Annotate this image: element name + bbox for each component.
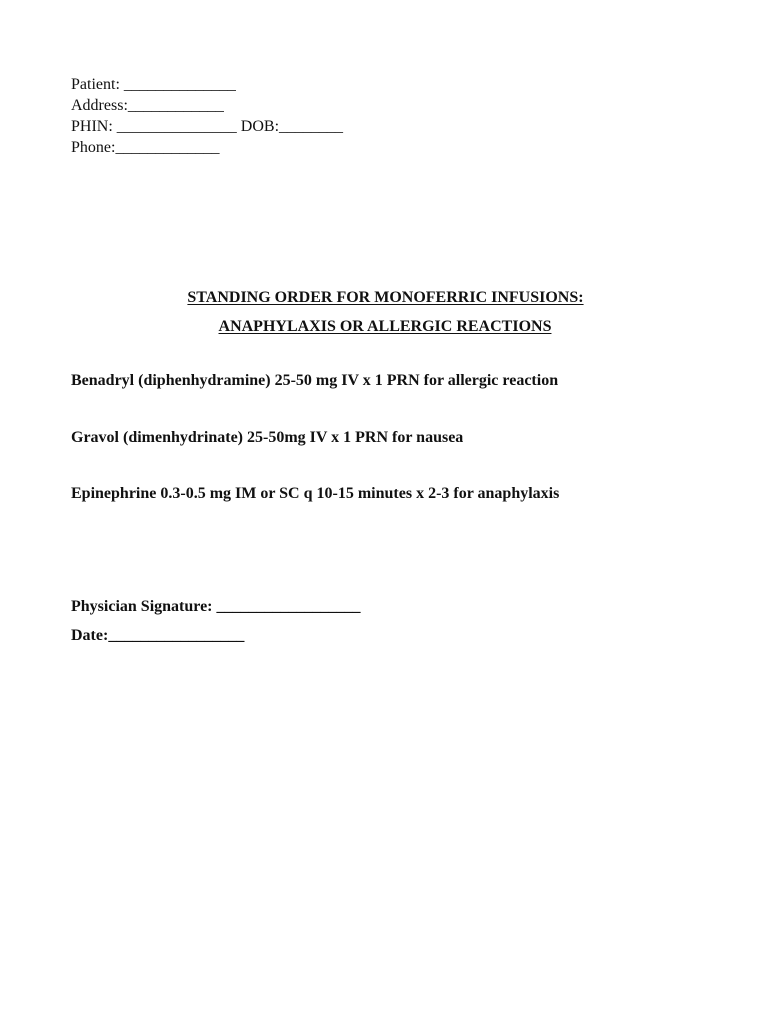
patient-field: Patient: ______________ (71, 76, 236, 93)
document-title (0, 287, 770, 338)
phin-dob-field: PHIN: _______________ DOB:________ (71, 118, 344, 135)
title-line-2: ANAPHYLAXIS OR ALLERGIC REACTIONS (218, 318, 552, 335)
patient-info-block (71, 74, 343, 158)
phone-field: Phone:_____________ (71, 139, 220, 156)
order-benadryl: Benadryl (diphenhydramine) 25-50 mg IV x 1 PRN for allergic reaction (71, 372, 559, 389)
physician-signature-field: Physician Signature: __________________ (71, 598, 361, 615)
order-gravol: Gravol (dimenhydrinate) 25-50mg IV x 1 PRN for nausea (71, 429, 464, 446)
date-field: Date:_________________ (71, 627, 245, 644)
title-line-1: STANDING ORDER FOR MONOFERRIC INFUSIONS: (187, 289, 584, 306)
address-field: Address:____________ (71, 97, 224, 114)
order-epinephrine: Epinephrine 0.3-0.5 mg IM or SC q 10-15 minutes x 2-3 for anaphylaxis (71, 485, 560, 502)
